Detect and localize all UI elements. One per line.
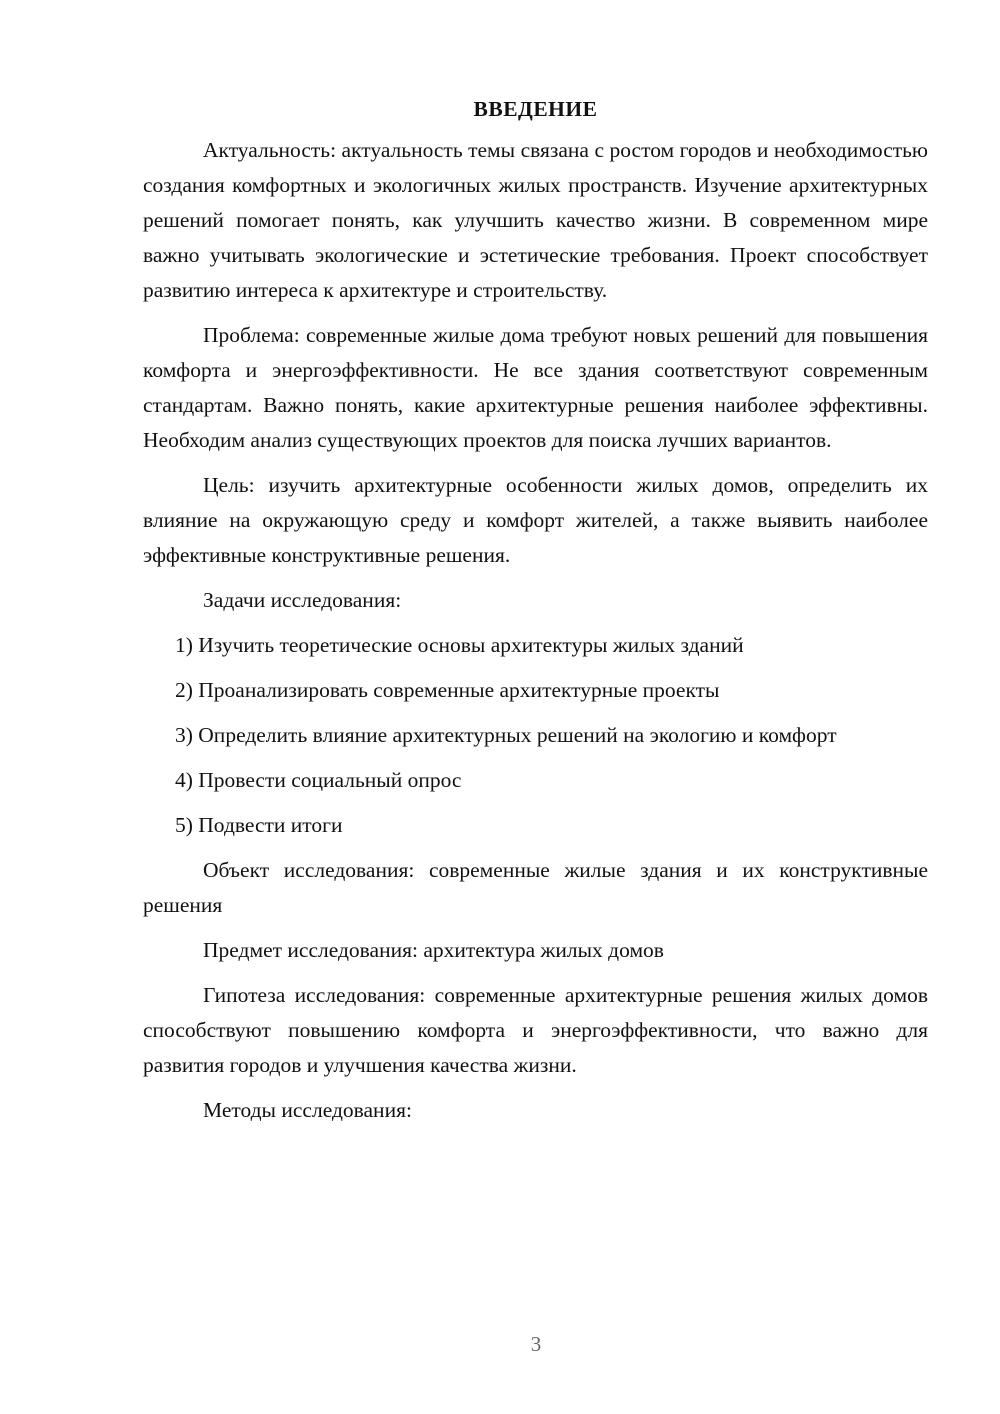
paragraph-methods-heading: Методы исследования:	[203, 1098, 412, 1122]
paragraph-subject: Предмет исследования: архитектура жилых домов	[203, 938, 664, 962]
section-title: ВВЕДЕНИЕ	[473, 97, 598, 121]
task-item-5: 5) Подвести итоги	[175, 813, 343, 837]
task-item-4: 4) Провести социальный опрос	[175, 768, 462, 792]
paragraph-problem: Проблема: современные жилые дома требуют новых решений для повышения комфорта и энергоэффективности. Не все здания соответствуют современным стандартам. Важно понять, какие архитектурные решения наиболее эффективны. Необходим анализ существующих проектов для поиска лучших вариантов.	[143, 323, 928, 452]
paragraph-object: Объект исследования: современные жилые здания и их конструктивные решения	[143, 858, 928, 917]
paragraph-tasks-heading: Задачи исследования:	[203, 588, 402, 612]
document-page	[143, 92, 928, 1138]
paragraph-hypothesis: Гипотеза исследования: современные архитектурные решения жилых домов способствуют повышению комфорта и энергоэффективности, что важно для развития городов и улучшения качества жизни.	[143, 983, 928, 1077]
paragraph-goal: Цель: изучить архитектурные особенности жилых домов, определить их влияние на окружающую среду и комфорт жителей, а также выявить наиболее эффективные конструктивные решения.	[143, 473, 928, 567]
task-item-1: 1) Изучить теоретические основы архитектуры жилых зданий	[175, 633, 744, 657]
task-item-3: 3) Определить влияние архитектурных решений на экологию и комфорт	[175, 723, 837, 747]
page-number: 3	[530, 1332, 542, 1356]
task-item-2: 2) Проанализировать современные архитектурные проекты	[175, 678, 720, 702]
paragraph-relevance: Актуальность: актуальность темы связана с ростом городов и необходимостью создания комфортных и экологичных жилых пространств. Изучение архитектурных решений помогает понять, как улучшить качество жизни. В современном мире важно учитывать экологические и эстетические требования. Проект способствует развитию интереса к архитектуре и строительству.	[143, 138, 928, 302]
